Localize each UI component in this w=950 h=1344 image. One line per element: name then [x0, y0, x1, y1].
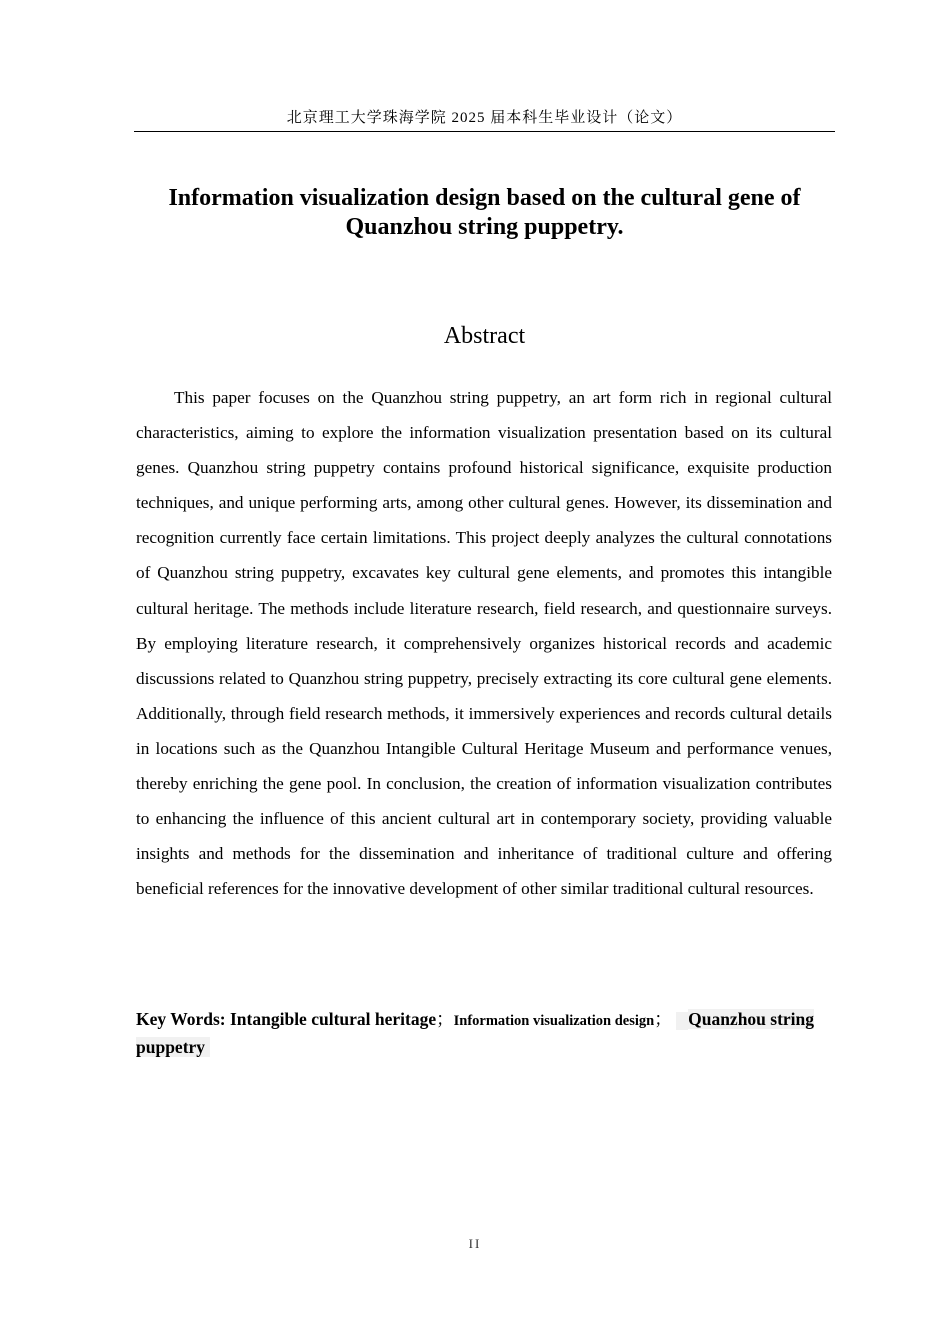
- keyword-2: Information visualization design: [453, 1013, 655, 1029]
- title-line-2: Quanzhou string puppetry.: [345, 214, 624, 240]
- title-line-1: Information visualization design based on the cultural gene of: [168, 185, 801, 211]
- page-header: [134, 107, 835, 132]
- keyword-gap: [676, 1012, 688, 1030]
- keyword-3: Quanzhou string puppetry: [136, 1009, 815, 1057]
- paper-title: [134, 184, 835, 242]
- abstract-heading: Abstract: [443, 323, 526, 349]
- keywords-label: Key Words:: [136, 1009, 226, 1029]
- abstract-body: This paper focuses on the Quanzhou string puppetry, an art form rich in regional cultural characteristics, aiming to explore the information visualization presentation based on its cultural genes. Quanzhou string puppetry contains profound historical significance, exquisite production techniques, and unique performing arts, among other cultural genes. However, its dissemination and recognition currently face certain limitations. This project deeply analyzes the cultural connotations of Quanzhou string puppetry, excavates key cultural gene elements, and promotes this intangible cultural heritage. The methods include literature research, field research, and questionnaire surveys. By employing literature research, it comprehensively organizes historical records and academic discussions related to Quanzhou string puppetry, precisely extracting its core cultural gene elements. Additionally, through field research methods, it immersively experiences and records cultural details in locations such as the Quanzhou Intangible Cultural Heritage Museum and performance venues, thereby enriching the gene pool. In conclusion, the creation of information visualization contributes to enhancing the influence of this ancient cultural art in contemporary society, providing valuable insights and methods for the dissemination and inheritance of traditional culture and offering beneficial references for the innovative development of other similar traditional cultural resources.: [136, 388, 832, 899]
- keyword-separator: ；: [654, 1009, 672, 1029]
- keyword-1: Intangible cultural heritage: [230, 1009, 437, 1029]
- page-number: II: [468, 1236, 482, 1251]
- keywords: [136, 1006, 832, 1060]
- keyword-separator: ；: [436, 1009, 454, 1029]
- header-text: 北京理工大学珠海学院 2025 届本科生毕业设计（论文）: [286, 110, 683, 126]
